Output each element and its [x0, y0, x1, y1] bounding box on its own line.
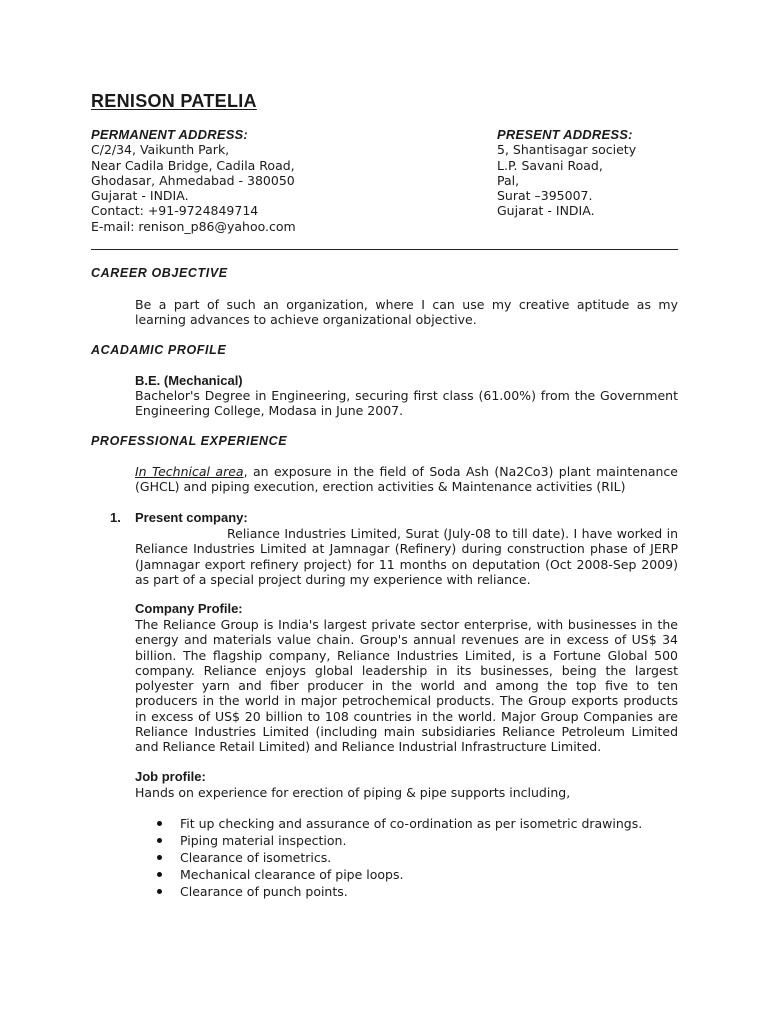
company-profile-title: Company Profile:: [135, 601, 243, 616]
technical-area-text: , an exposure in the field of Soda Ash (Na2Co3) plant maintenance (GHCL) and piping execution, erection activities & Maintenance activities (RIL): [135, 464, 678, 495]
bullet-icon: [157, 872, 162, 877]
academic-profile-title: ACADAMIC PROFILE: [91, 343, 227, 357]
permanent-address-line: C/2/34, Vaikunth Park,: [91, 142, 230, 158]
present-company-text: Reliance Industries Limited, Surat (July-08 to till date). I have worked in Reliance Industries Limited at Jamnagar (Refinery) during construction phase of JERP (Jamnagar export refinery project) for 11 months on deputation (Oct 2008-Sep 2009) as part of a special project during my experience with reliance.: [135, 526, 678, 587]
job-profile-list: [150, 815, 642, 900]
permanent-address-line: Near Cadila Bridge, Cadila Road,: [91, 157, 295, 173]
career-objective-text: Be a part of such an organization, where I can use my creative aptitude as my learning advances to achieve organizational objective.: [135, 297, 678, 328]
permanent-address-title: PERMANENT ADDRESS:: [91, 127, 248, 142]
header-divider: [91, 249, 678, 250]
list-item: [150, 883, 642, 900]
company-profile-text: The Reliance Group is India's largest private sector enterprise, with businesses in the energy and materials value chain. Group's annual revenues are in excess of US$ 34 billion. The flagship company, Reliance Industries Limited, is a Fortune Global 500 company. Reliance enjoys global leadership in its businesses, being the largest polyester yarn and fiber producer in the world and among the top five to ten producers in the world in major petrochemical products. The Group exports products in excess of US$ 20 billion to 108 countries in the world. Major Group Companies are Reliance Industries Limited (including main subsidiaries Reliance Petroleum Limited and Reliance Retail Limited) and Reliance Industrial Infrastructure Limited.: [135, 617, 678, 755]
permanent-address-line: Ghodasar, Ahmedabad - 380050: [91, 172, 295, 188]
list-item-text: Clearance of punch points.: [180, 884, 348, 899]
degree-title: B.E. (Mechanical): [135, 373, 243, 388]
technical-area-paragraph: [135, 464, 678, 495]
bullet-icon: [157, 855, 162, 860]
bullet-icon: [157, 838, 162, 843]
permanent-address-line: Gujarat - INDIA.: [91, 188, 189, 204]
professional-experience-title: PROFESSIONAL EXPERIENCE: [91, 434, 288, 448]
list-item-text: Clearance of isometrics.: [180, 850, 332, 865]
present-address-line: Gujarat - INDIA.: [497, 203, 595, 219]
permanent-address-block: [91, 127, 411, 234]
technical-area-label: In Technical area: [135, 464, 244, 479]
contact-email: E-mail: renison_p86@yahoo.com: [91, 218, 296, 234]
list-item-text: Fit up checking and assurance of co-ordination as per isometric drawings.: [180, 816, 643, 831]
career-objective-title: CAREER OBJECTIVE: [91, 266, 228, 280]
list-item: [150, 849, 642, 866]
list-item: [150, 832, 642, 849]
applicant-name: RENISON PATELIA: [91, 91, 257, 111]
present-address-block: [497, 127, 697, 219]
contact-phone: Contact: +91-9724849714: [91, 203, 259, 219]
list-item: [150, 866, 642, 883]
present-address-title: PRESENT ADDRESS:: [497, 127, 633, 142]
present-address-line: 5, Shantisagar society: [497, 142, 637, 158]
present-address-line: L.P. Savani Road,: [497, 157, 603, 173]
list-item-text: Mechanical clearance of pipe loops.: [180, 867, 404, 882]
job-profile-title: Job profile:: [135, 769, 206, 784]
bullet-icon: [157, 889, 162, 894]
list-item: [150, 815, 642, 832]
present-company-number: 1.: [110, 510, 121, 525]
present-address-line: Surat –395007.: [497, 188, 593, 204]
academic-profile-text: Bachelor's Degree in Engineering, securing first class (61.00%) from the Government Engineering College, Modasa in June 2007.: [135, 388, 678, 419]
job-profile-intro: Hands on experience for erection of piping & pipe supports including,: [135, 785, 571, 800]
bullet-icon: [157, 821, 162, 826]
present-company-title: Present company:: [135, 510, 248, 525]
present-address-line: Pal,: [497, 172, 520, 188]
list-item-text: Piping material inspection.: [180, 833, 347, 848]
